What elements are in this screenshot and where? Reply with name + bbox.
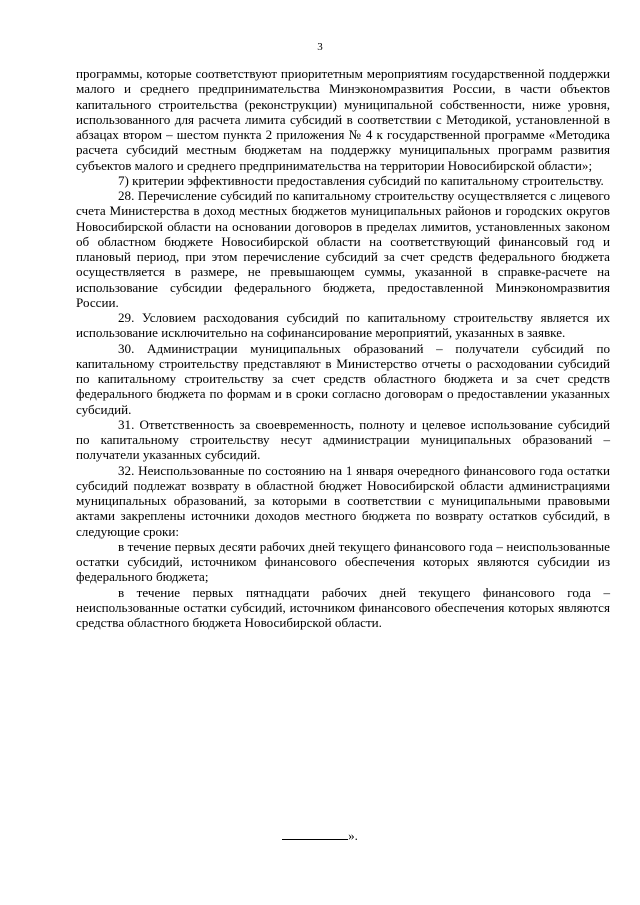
paragraph-32: 32. Неиспользованные по состоянию на 1 января очередного финансового года остатки субсидий подлежат возврату в областной бюджет Новосибирской области администрациями муниципальных образований, за которыми в соответствии с муниципальными правовыми актами закреплены источники доходов местного бюджета по возврату остатков субсидий, в следующие сроки:: [76, 462, 610, 539]
paragraph-32-term-2: в течение первых пятнадцати рабочих дней текущего финансового года – неиспользованные остатки субсидий, источником финансового обеспечения которых являются средства областного бюджета Новосибирской области.: [76, 584, 610, 630]
paragraph-continuation: программы, которые соответствуют приоритетным мероприятиям государственной поддержки малого и среднего предпринимательства Минэкономразвития России, в части объектов капитального строительства (реконструкции) муниципальной собственности, ниже уровня, использованного для расчета лимита субсидий в соответствии с Методикой, установленной в абзацах втором – шестом пункта 2 приложения № 4 к государственной программе «Методика расчета субсидий местным бюджетам на поддержку муниципальных программ развития субъектов малого и среднего предпринимательства на территории Новосибирской области»;: [76, 66, 610, 173]
paragraph-31: 31. Ответственность за своевременность, полноту и целевое использование субсидий по капитальному строительству несут администрации муниципальных образований – получатели указанных субсидий.: [76, 416, 610, 463]
paragraph-28: 28. Перечисление субсидий по капитальному строительству осуществляется с лицевого счета Министерства в доход местных бюджетов муниципальных районов и городских округов Новосибирской области на основании договоров в пределах лимитов, установленных законом об областном бюджете Новосибирской области на соответствующий финансовый год и плановый период, при этом перечисление субсидий за счет средств федерального бюджета осуществляется в размере, не превышающем суммы, указанной в справке-расчете на использование субсидии федерального бюджета, предоставленной Минэкономразвития России.: [76, 188, 610, 310]
paragraph-29: 29. Условием расходования субсидий по капитальному строительству является их использование исключительно на софинансирование мероприятий, указанных в заявке.: [76, 310, 610, 341]
page-number: 3: [317, 41, 323, 53]
closing-line: [0, 827, 640, 843]
paragraph-32-term-1: в течение первых десяти рабочих дней текущего финансового года – неиспользованные остатки субсидий, источником финансового обеспечения которых являются субсидии из федерального бюджета;: [76, 538, 610, 585]
signature-rule: [282, 827, 348, 840]
closing-quote: ».: [348, 828, 358, 843]
document-body: [76, 66, 610, 630]
paragraph-item-7: 7) критерии эффективности предоставления субсидий по капитальному строительству.: [118, 172, 604, 188]
paragraph-30: 30. Администрации муниципальных образований – получатели субсидий по капитальному строительству представляют в Министерство отчеты о расходовании субсидий по капитальному строительству за счет средств областного бюджета и за счет средств федерального бюджета по формам и в сроки согласно договорам о предоставлении указанных субсидий.: [76, 340, 610, 417]
